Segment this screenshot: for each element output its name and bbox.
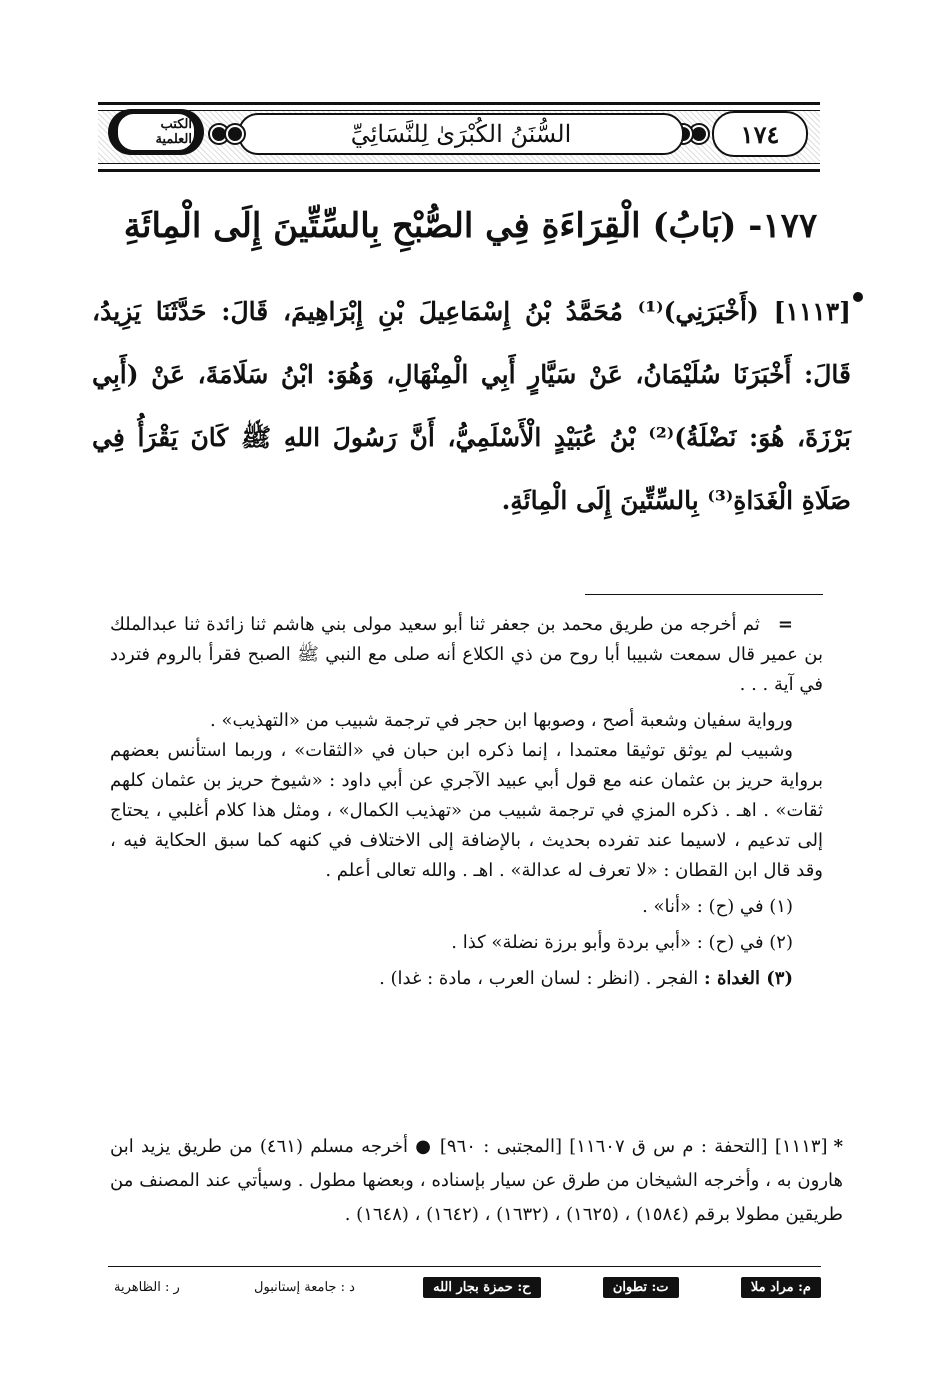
takhrij-block [110, 1130, 843, 1232]
note-paragraph: وشبيب لم يوثق توثيقا معتمدا ، إنما ذكره ابن حبان في «الثقات» ، وربما استأنس بعضهم برواية حريز بن عثمان عنه مع قول أبي عبيد الآجري عن أبي داود : «شيوخ حريز بن عثمان كلهم ثقات» . اهـ . ذكره المزي في ترجمة شبيب من «تهذيب الكمال» ، ومثل هذا كلام أغلبي ، يحتاج إلى تدعيم ، لاسيما عند تفرده بحديث ، بالإضافة إلى الاختلاف في كنهه كما سبق الحكاية فيه ، وقد قال ابن القطان : «لا تعرف له عدالة» . اهـ . والله تعالى أعلم . [110, 740, 823, 881]
footnote-2: (٢) في (ح) : «أبي بردة وأبو برزة نضلة» كذا . [451, 932, 793, 953]
footnote-3-text: الفجر . (انظر : لسان العرب ، مادة : غدا) . [379, 968, 699, 989]
footnotes [110, 610, 823, 994]
manuscript-h: ح: حمزة بجار الله [423, 1277, 540, 1298]
footnote-divider [585, 594, 823, 595]
chapter-heading: ١٧٧- (بَابُ) الْقِرَاءَةِ فِي الصُّبْحِ بِالسِّتِّينَ إِلَى الْمِائَةِ [123, 206, 818, 246]
continuation-mark: = [777, 614, 793, 635]
manuscript-d: د : جامعة إستانبول [254, 1279, 355, 1295]
publisher-logo [108, 109, 204, 155]
publisher-logo-text: الكتب العلمية [118, 114, 194, 150]
hadith-bullet-icon [853, 292, 863, 302]
footnote-1: (١) في (ح) : «أنا» . [642, 896, 793, 917]
ornament-dot-icon [690, 125, 708, 143]
footnote-3-label: (٣) الغداة : [704, 968, 793, 989]
note-paragraph: ثم أخرجه من طريق محمد بن جعفر ثنا أبو سعيد مولى بني هاشم ثنا زائدة ثنا عبدالملك بن عمير قال سمعت شبيبا أبا روح من ذي الكلاع أنه صلى مع النبي ﷺ الصبح فقرأ بالروم فتردد في آية . . . [110, 614, 823, 695]
manuscript-m: م: مراد ملا [741, 1277, 821, 1298]
takhrij-star-icon: * [833, 1136, 843, 1157]
manuscript-t: ت: تطوان [603, 1277, 679, 1298]
hadith-text: [١١١٣] (أَخْبَرَنِي)⁽¹⁾ مُحَمَّدُ بْنُ إِسْمَاعِيلَ بْنِ إِبْرَاهِيمَ، قَالَ: حَدَّثَنَا يَزِيدُ، قَالَ: أَخْبَرَنَا سُلَيْمَانُ، عَنْ سَيَّارٍ أَبِي الْمِنْهَالِ، وَهُوَ: ابْنُ سَلَامَةَ، عَنْ (أَبِي بَرْزَةَ، هُوَ: نَضْلَةُ)⁽²⁾ بْنُ عُبَيْدٍ الْأَسْلَمِيُّ، أَنَّ رَسُولَ اللهِ ﷺ كَانَ يَقْرَأُ فِي صَلَاةِ الْغَدَاةِ⁽³⁾ بِالسِّتِّينَ إِلَى الْمِائَةِ. [92, 297, 852, 515]
note-paragraph: ورواية سفيان وشعبة أصح ، وصوبها ابن حجر في ترجمة شبيب من «التهذيب» . [210, 710, 793, 731]
manuscripts-divider [108, 1266, 821, 1267]
note-continuation [110, 610, 823, 700]
manuscripts-bar [108, 1272, 821, 1302]
ornament-dot-icon [226, 125, 244, 143]
footnote-3 [110, 964, 823, 994]
page-number: ١٧٤ [712, 111, 808, 157]
book-title: السُّنَنُ الكُبْرَىٰ لِلنَّسَائِيِّ [238, 113, 684, 155]
page-header [98, 102, 820, 172]
manuscript-r: ر : الظاهرية [114, 1279, 180, 1295]
takhrij-text: [١١١٣] [التحفة : م س ق ١١٦٠٧] [المجتبى : ٩٦٠] ● أخرجه مسلم (٤٦١) من طريق يزيد ابن هارون به ، وأخرجه الشيخان من طرق عن سيار بإسناده ، وبعضها مطول . وسيأتي عند المصنف من طريقين مطولا برقم (١٥٨٤) ، (١٦٢٥) ، (١٦٣٢) ، (١٦٤٢) ، (١٦٤٨) . [110, 1136, 843, 1225]
